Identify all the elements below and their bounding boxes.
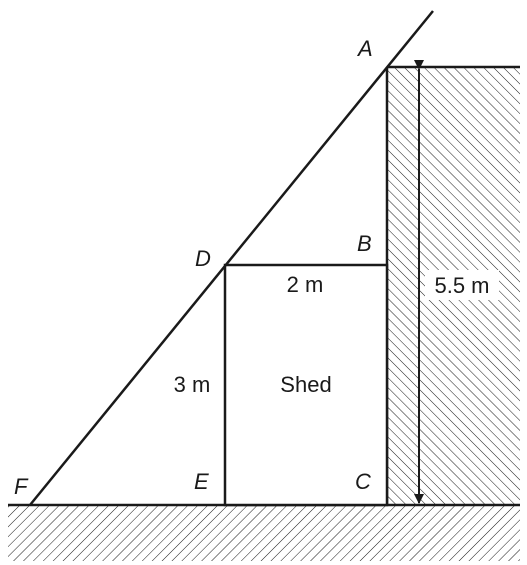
wall-height-label: 5.5 m xyxy=(434,273,490,298)
point-label-e: E xyxy=(194,469,209,494)
shed-width-label: 2 m xyxy=(286,272,324,297)
point-label-b: B xyxy=(357,231,372,256)
point-label-c: C xyxy=(355,469,371,494)
point-label-f: F xyxy=(14,474,28,499)
shed-height-label: 3 m xyxy=(173,372,211,397)
shed-label: Shed xyxy=(280,372,332,397)
point-label-a: A xyxy=(358,36,373,61)
point-label-d: D xyxy=(195,246,211,271)
ground-hatch xyxy=(8,505,520,561)
